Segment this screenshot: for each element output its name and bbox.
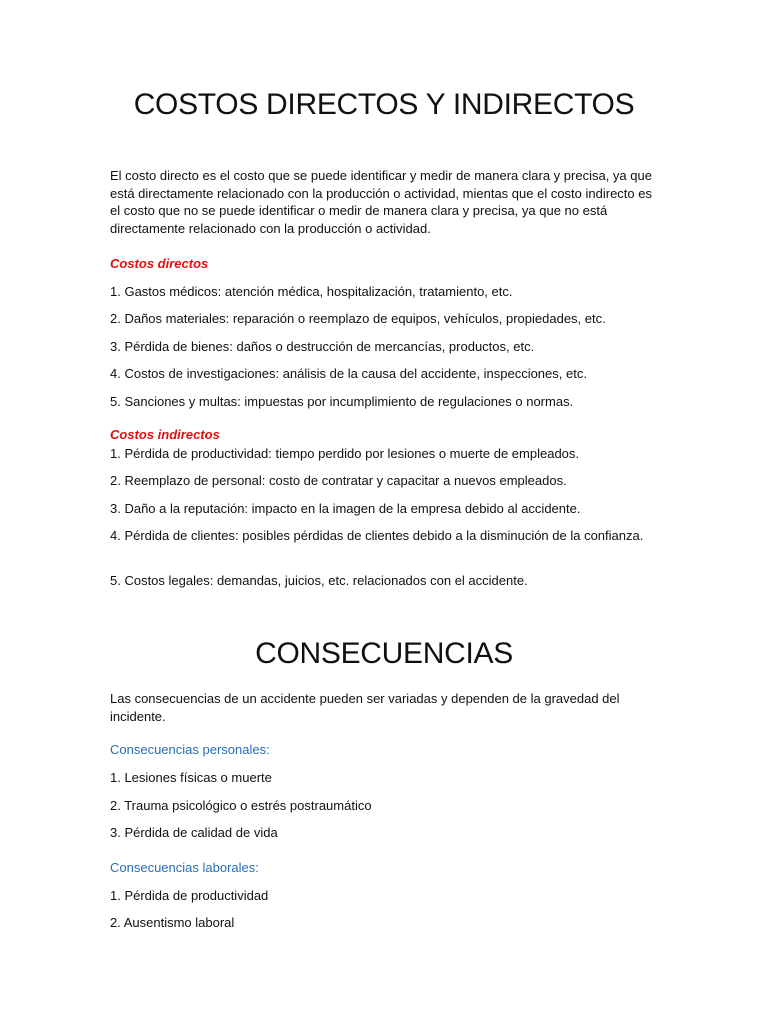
heading-costos-directos: Costos directos (110, 256, 209, 271)
list-item: 4. Pérdida de clientes: posibles pérdidas de clientes debido a la disminución de la confianza. (110, 528, 644, 543)
list-item: 1. Pérdida de productividad (110, 888, 269, 903)
heading-costos-indirectos: Costos indirectos (110, 427, 220, 442)
section-title-consecuencias: CONSECUENCIAS (255, 637, 513, 670)
heading-consecuencias-personales: Consecuencias personales: (110, 742, 270, 757)
list-item: 1. Pérdida de productividad: tiempo perdido por lesiones o muerte de empleados. (110, 446, 580, 461)
list-item: 1. Lesiones físicas o muerte (110, 770, 272, 785)
list-item: 2. Daños materiales: reparación o reemplazo de equipos, vehículos, propiedades, etc. (110, 311, 606, 326)
intro-paragraph-consecuencias: Las consecuencias de un accidente pueden ser variadas y dependen de la gravedad del incidente. (110, 691, 620, 724)
list-item: 4. Costos de investigaciones: análisis de la causa del accidente, inspecciones, etc. (110, 366, 587, 381)
list-item: 2. Trauma psicológico o estrés postraumático (110, 798, 372, 813)
list-item: 2. Ausentismo laboral (110, 915, 235, 930)
list-item: 5. Sanciones y multas: impuestas por incumplimiento de regulaciones o normas. (110, 394, 574, 409)
list-item: 5. Costos legales: demandas, juicios, etc. relacionados con el accidente. (110, 573, 528, 588)
list-item: 2. Reemplazo de personal: costo de contratar y capacitar a nuevos empleados. (110, 473, 567, 488)
intro-paragraph-costos: El costo directo es el costo que se puede identificar y medir de manera clara y precisa, ya que está directamente relacionado con la producción o actividad, mientas que el costo indirecto es el costo que no se puede identificar o medir de manera clara y precisa, ya que no está directamente relacionado con la producción o actividad. (110, 168, 652, 236)
list-item: 1. Gastos médicos: atención médica, hospitalización, tratamiento, etc. (110, 284, 513, 299)
list-item: 3. Pérdida de calidad de vida (110, 825, 278, 840)
section-title-costos: COSTOS DIRECTOS Y INDIRECTOS (133, 88, 635, 121)
list-item: 3. Pérdida de bienes: daños o destrucción de mercancías, productos, etc. (110, 339, 535, 354)
heading-consecuencias-laborales: Consecuencias laborales: (110, 860, 259, 875)
list-item: 3. Daño a la reputación: impacto en la imagen de la empresa debido al accidente. (110, 501, 581, 516)
